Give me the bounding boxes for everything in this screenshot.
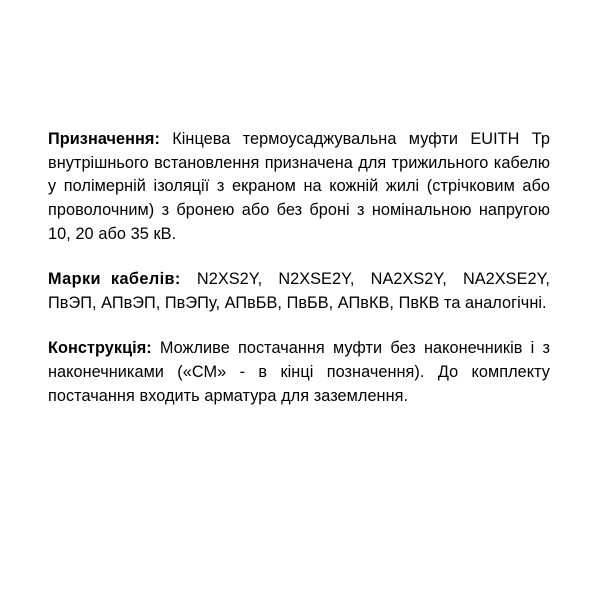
section-cable-marks-heading-word-1: Марки [48, 270, 101, 289]
section-purpose-heading: Призначення: [48, 130, 160, 148]
section-cable-marks [48, 268, 550, 315]
section-cable-marks-heading-word-2: кабелів: [110, 270, 181, 289]
section-purpose [48, 128, 550, 246]
section-construction-body: Можливе постачання муфти без наконечників і з наконечниками («СМ» - в кінці позначення). До комплекту постачання входить арматура для заземлення. [48, 339, 550, 405]
section-purpose-body: Кінцева термоусаджувальна муфти EUITH Тр внутрішнього встановлення призначена для трижильного кабелю у полімерній ізоляції з екраном на кожній жилі (стрічковим або проволочним) з бронею або без броні з номінальною напругою 10, 20 або 35 кВ. [48, 130, 550, 243]
section-construction [48, 337, 550, 408]
section-cable-marks-heading [48, 270, 181, 288]
section-construction-heading: Конструкція: [48, 339, 152, 358]
section-cable-marks-body: N2XS2Y, N2XSE2Y, NA2XS2Y, NA2XSE2Y, ПвЭП, АПвЭП, ПвЭПу, АПвБВ, ПвБВ, АПвКВ, ПвКВ та аналогічні. [48, 270, 550, 312]
